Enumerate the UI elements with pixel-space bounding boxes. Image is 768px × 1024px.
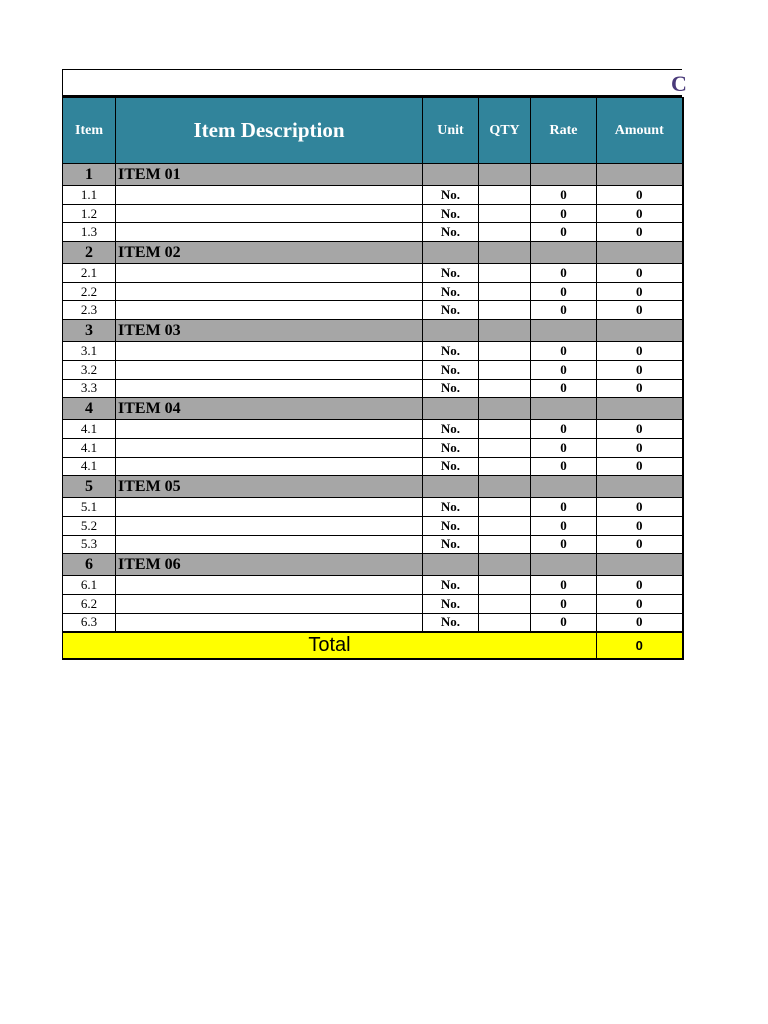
row-number[interactable]: 6.3 xyxy=(63,613,116,632)
row-qty[interactable] xyxy=(479,595,531,614)
row-description[interactable] xyxy=(116,264,423,283)
group-number[interactable]: 6 xyxy=(63,554,116,576)
header-unit[interactable]: Unit xyxy=(423,98,479,164)
group-unit-cell[interactable] xyxy=(423,164,479,186)
group-qty-cell[interactable] xyxy=(479,554,531,576)
group-row xyxy=(63,398,683,420)
table-row xyxy=(63,264,683,283)
table-row xyxy=(63,301,683,320)
table-row xyxy=(63,516,683,535)
row-qty[interactable] xyxy=(479,420,531,439)
row-number[interactable]: 1.3 xyxy=(63,223,116,242)
row-description[interactable] xyxy=(116,420,423,439)
row-unit[interactable]: No. xyxy=(423,186,479,205)
row-unit[interactable]: No. xyxy=(423,379,479,398)
group-name[interactable]: ITEM 03 xyxy=(116,320,423,342)
row-rate[interactable]: 0 xyxy=(531,342,597,361)
row-rate[interactable]: 0 xyxy=(531,223,597,242)
row-qty[interactable] xyxy=(479,360,531,379)
row-qty[interactable] xyxy=(479,342,531,361)
group-unit-cell[interactable] xyxy=(423,242,479,264)
group-amount-cell[interactable] xyxy=(597,476,683,498)
row-number[interactable]: 6.1 xyxy=(63,576,116,595)
table-row xyxy=(63,186,683,205)
row-amount[interactable]: 0 xyxy=(597,613,683,632)
row-unit[interactable]: No. xyxy=(423,516,479,535)
row-amount[interactable]: 0 xyxy=(597,264,683,283)
group-qty-cell[interactable] xyxy=(479,320,531,342)
row-unit[interactable]: No. xyxy=(423,204,479,223)
group-number[interactable]: 4 xyxy=(63,398,116,420)
header-row xyxy=(63,98,683,164)
group-row xyxy=(63,164,683,186)
row-rate[interactable]: 0 xyxy=(531,613,597,632)
row-qty[interactable] xyxy=(479,576,531,595)
row-qty[interactable] xyxy=(479,204,531,223)
table-row xyxy=(63,595,683,614)
header-qty[interactable]: QTY xyxy=(479,98,531,164)
row-rate[interactable]: 0 xyxy=(531,420,597,439)
row-unit[interactable]: No. xyxy=(423,535,479,554)
row-description[interactable] xyxy=(116,379,423,398)
row-rate[interactable]: 0 xyxy=(531,282,597,301)
row-rate[interactable]: 0 xyxy=(531,457,597,476)
table-row xyxy=(63,535,683,554)
group-qty-cell[interactable] xyxy=(479,476,531,498)
header-description[interactable]: Item Description xyxy=(116,98,423,164)
table-row xyxy=(63,379,683,398)
row-amount[interactable]: 0 xyxy=(597,498,683,517)
row-number[interactable]: 5.1 xyxy=(63,498,116,517)
group-row xyxy=(63,476,683,498)
row-number[interactable]: 5.3 xyxy=(63,535,116,554)
table-row xyxy=(63,576,683,595)
row-number[interactable]: 6.2 xyxy=(63,595,116,614)
row-unit[interactable]: No. xyxy=(423,498,479,517)
group-amount-cell[interactable] xyxy=(597,242,683,264)
group-unit-cell[interactable] xyxy=(423,398,479,420)
row-unit[interactable]: No. xyxy=(423,438,479,457)
row-rate[interactable]: 0 xyxy=(531,535,597,554)
row-unit[interactable]: No. xyxy=(423,595,479,614)
group-rate-cell[interactable] xyxy=(531,320,597,342)
group-name[interactable]: ITEM 05 xyxy=(116,476,423,498)
row-rate[interactable]: 0 xyxy=(531,576,597,595)
row-rate[interactable]: 0 xyxy=(531,360,597,379)
row-amount[interactable]: 0 xyxy=(597,360,683,379)
row-amount[interactable]: 0 xyxy=(597,438,683,457)
row-amount[interactable]: 0 xyxy=(597,223,683,242)
header-item[interactable]: Item xyxy=(63,98,116,164)
row-amount[interactable]: 0 xyxy=(597,282,683,301)
row-amount[interactable]: 0 xyxy=(597,204,683,223)
row-description[interactable] xyxy=(116,282,423,301)
row-rate[interactable]: 0 xyxy=(531,204,597,223)
row-qty[interactable] xyxy=(479,457,531,476)
group-rate-cell[interactable] xyxy=(531,164,597,186)
row-unit[interactable]: No. xyxy=(423,301,479,320)
row-qty[interactable] xyxy=(479,282,531,301)
table-row xyxy=(63,457,683,476)
table-row xyxy=(63,438,683,457)
total-row xyxy=(63,632,683,659)
title-bar xyxy=(62,69,687,97)
row-number[interactable]: 1.2 xyxy=(63,204,116,223)
group-amount-cell[interactable] xyxy=(597,164,683,186)
row-amount[interactable]: 0 xyxy=(597,516,683,535)
row-unit[interactable]: No. xyxy=(423,613,479,632)
row-qty[interactable] xyxy=(479,223,531,242)
row-qty[interactable] xyxy=(479,498,531,517)
row-rate[interactable]: 0 xyxy=(531,264,597,283)
row-unit[interactable]: No. xyxy=(423,360,479,379)
row-number[interactable]: 4.1 xyxy=(63,457,116,476)
row-unit[interactable]: No. xyxy=(423,264,479,283)
row-qty[interactable] xyxy=(479,516,531,535)
group-unit-cell[interactable] xyxy=(423,476,479,498)
row-number[interactable]: 2.2 xyxy=(63,282,116,301)
group-rate-cell[interactable] xyxy=(531,554,597,576)
group-number[interactable]: 2 xyxy=(63,242,116,264)
row-description[interactable] xyxy=(116,186,423,205)
row-number[interactable]: 2.3 xyxy=(63,301,116,320)
table-row xyxy=(63,498,683,517)
group-amount-cell[interactable] xyxy=(597,320,683,342)
group-rate-cell[interactable] xyxy=(531,242,597,264)
group-unit-cell[interactable] xyxy=(423,320,479,342)
row-unit[interactable]: No. xyxy=(423,282,479,301)
row-amount[interactable]: 0 xyxy=(597,576,683,595)
group-name[interactable]: ITEM 06 xyxy=(116,554,423,576)
row-number[interactable]: 3.1 xyxy=(63,342,116,361)
row-amount[interactable]: 0 xyxy=(597,535,683,554)
row-description[interactable] xyxy=(116,301,423,320)
row-description[interactable] xyxy=(116,360,423,379)
row-rate[interactable]: 0 xyxy=(531,438,597,457)
row-qty[interactable] xyxy=(479,613,531,632)
group-number[interactable]: 5 xyxy=(63,476,116,498)
group-name[interactable]: ITEM 04 xyxy=(116,398,423,420)
group-row xyxy=(63,242,683,264)
group-number[interactable]: 1 xyxy=(63,164,116,186)
row-rate[interactable]: 0 xyxy=(531,301,597,320)
group-number[interactable]: 3 xyxy=(63,320,116,342)
group-name[interactable]: ITEM 02 xyxy=(116,242,423,264)
row-description[interactable] xyxy=(116,457,423,476)
group-qty-cell[interactable] xyxy=(479,398,531,420)
group-name[interactable]: ITEM 01 xyxy=(116,164,423,186)
row-amount[interactable]: 0 xyxy=(597,186,683,205)
table-row xyxy=(63,342,683,361)
table-row xyxy=(63,204,683,223)
table-row xyxy=(63,223,683,242)
table-row xyxy=(63,282,683,301)
boq-table xyxy=(62,97,684,660)
row-number[interactable]: 2.1 xyxy=(63,264,116,283)
row-description[interactable] xyxy=(116,595,423,614)
group-qty-cell[interactable] xyxy=(479,164,531,186)
group-amount-cell[interactable] xyxy=(597,398,683,420)
group-amount-cell[interactable] xyxy=(597,554,683,576)
total-label[interactable]: Total xyxy=(63,632,597,659)
row-description[interactable] xyxy=(116,223,423,242)
header-rate[interactable]: Rate xyxy=(531,98,597,164)
sheet-title: C xyxy=(671,71,687,96)
row-unit[interactable]: No. xyxy=(423,576,479,595)
row-qty[interactable] xyxy=(479,186,531,205)
row-amount[interactable]: 0 xyxy=(597,595,683,614)
group-rate-cell[interactable] xyxy=(531,476,597,498)
row-rate[interactable]: 0 xyxy=(531,498,597,517)
table-row xyxy=(63,613,683,632)
total-value[interactable]: 0 xyxy=(597,632,683,659)
row-qty[interactable] xyxy=(479,535,531,554)
row-unit[interactable]: No. xyxy=(423,457,479,476)
row-qty[interactable] xyxy=(479,301,531,320)
header-amount[interactable]: Amount xyxy=(597,98,683,164)
row-description[interactable] xyxy=(116,576,423,595)
row-description[interactable] xyxy=(116,613,423,632)
row-rate[interactable]: 0 xyxy=(531,186,597,205)
row-description[interactable] xyxy=(116,498,423,517)
group-row xyxy=(63,554,683,576)
boq-sheet xyxy=(62,69,687,660)
row-rate[interactable]: 0 xyxy=(531,595,597,614)
row-qty[interactable] xyxy=(479,379,531,398)
row-description[interactable] xyxy=(116,438,423,457)
row-unit[interactable]: No. xyxy=(423,420,479,439)
row-rate[interactable]: 0 xyxy=(531,379,597,398)
row-amount[interactable]: 0 xyxy=(597,342,683,361)
row-rate[interactable]: 0 xyxy=(531,516,597,535)
group-qty-cell[interactable] xyxy=(479,242,531,264)
row-qty[interactable] xyxy=(479,438,531,457)
row-number[interactable]: 4.1 xyxy=(63,420,116,439)
row-number[interactable]: 1.1 xyxy=(63,186,116,205)
row-description[interactable] xyxy=(116,342,423,361)
table-row xyxy=(63,360,683,379)
row-number[interactable]: 5.2 xyxy=(63,516,116,535)
row-number[interactable]: 4.1 xyxy=(63,438,116,457)
row-description[interactable] xyxy=(116,535,423,554)
row-amount[interactable]: 0 xyxy=(597,457,683,476)
group-rate-cell[interactable] xyxy=(531,398,597,420)
row-amount[interactable]: 0 xyxy=(597,420,683,439)
row-description[interactable] xyxy=(116,204,423,223)
group-row xyxy=(63,320,683,342)
row-amount[interactable]: 0 xyxy=(597,379,683,398)
row-number[interactable]: 3.2 xyxy=(63,360,116,379)
row-description[interactable] xyxy=(116,516,423,535)
row-number[interactable]: 3.3 xyxy=(63,379,116,398)
row-amount[interactable]: 0 xyxy=(597,301,683,320)
group-unit-cell[interactable] xyxy=(423,554,479,576)
table-body xyxy=(63,164,683,632)
row-unit[interactable]: No. xyxy=(423,223,479,242)
row-qty[interactable] xyxy=(479,264,531,283)
table-row xyxy=(63,420,683,439)
row-unit[interactable]: No. xyxy=(423,342,479,361)
